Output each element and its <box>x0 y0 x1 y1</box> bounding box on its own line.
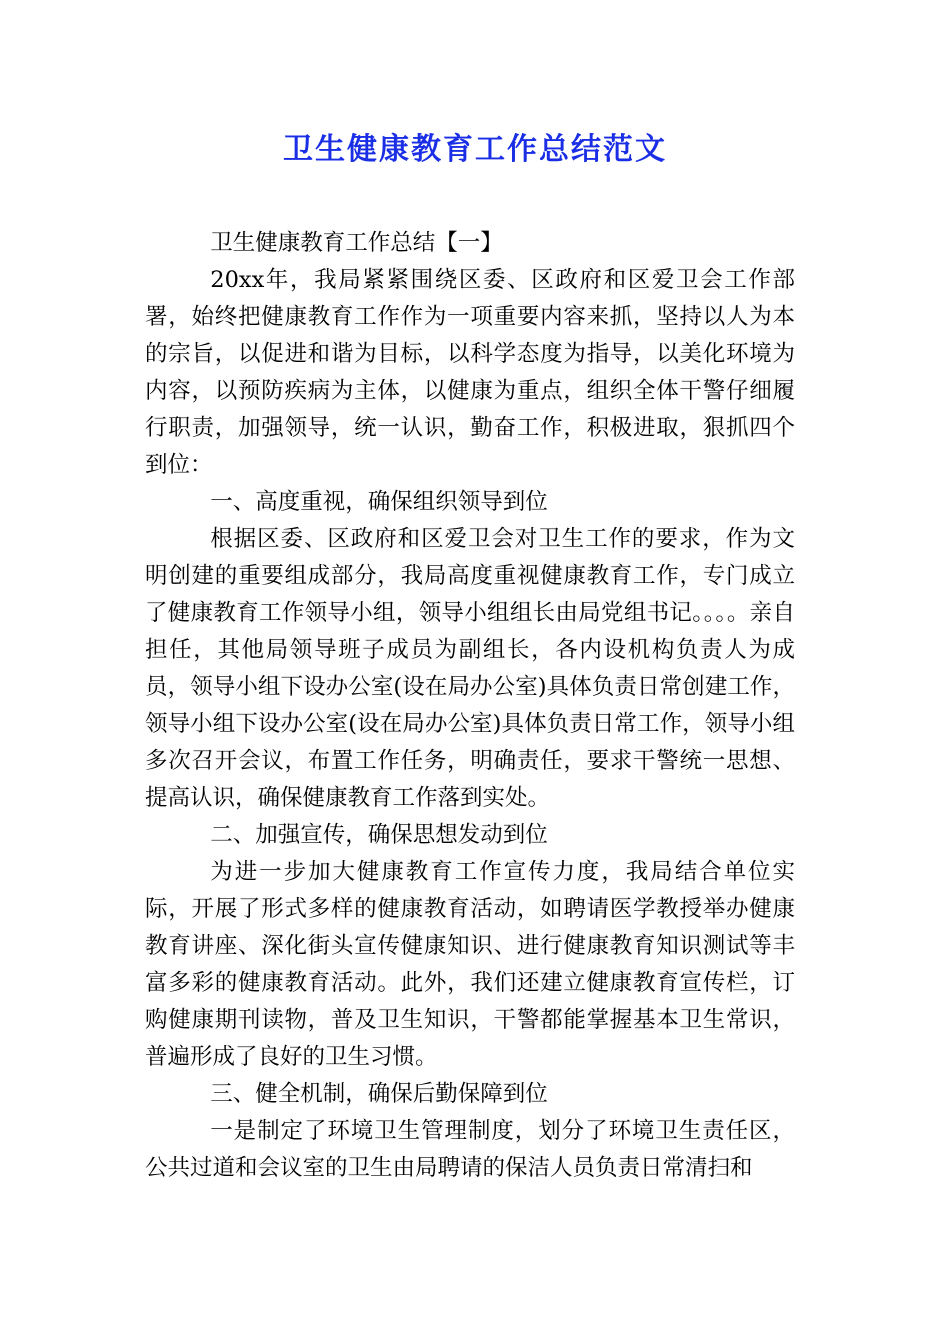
paragraph-mechanism: 一是制定了环境卫生管理制度，划分了环境卫生责任区，公共过道和会议室的卫生由局聘请的保洁人员负责日常清扫和 <box>145 1118 795 1181</box>
section-heading-two: 二、加强宣传，确保思想发动到位 <box>210 822 548 848</box>
paragraph-intro: 20xx年，我局紧紧围绕区委、区政府和区爱卫会工作部署，始终把健康教育工作作为一项重要内容来抓，坚持以人为本的宗旨，以促进和谐为目标，以科学态度为指导，以美化环境为内容，以预防疾病为主体，以健康为重点，组织全体干警仔细履行职责，加强领导，统一认识，勤奋工作，积极进取，狠抓四个到位： <box>145 267 795 478</box>
section-heading-three: 三、健全机制，确保后勤保障到位 <box>210 1081 548 1107</box>
section-heading-summary-one: 卫生健康教育工作总结【一】 <box>210 230 503 256</box>
paragraph-leadership: 根据区委、区政府和区爱卫会对卫生工作的要求，作为文明创建的重要组成部分，我局高度重视健康教育工作，专门成立了健康教育工作领导小组，领导小组组长由局党组书记。。。。亲自担任，其他局领导班子成员为副组长，各内设机构负责人为成员，领导小组下设办公室(设在局办公室)具体负责日常创建工作，领导小组下设办公室(设在局办公室)具体负责日常工作，领导小组多次召开会议，布置工作任务，明确责任，要求干警统一思想、提高认识，确保健康教育工作落到实处。 <box>145 526 795 811</box>
document-body <box>145 225 795 1187</box>
document-title: 卫生健康教育工作总结范文 <box>283 132 667 167</box>
section-heading-one: 一、高度重视，确保组织领导到位 <box>210 489 548 515</box>
paragraph-publicity: 为进一步加大健康教育工作宣传力度，我局结合单位实际，开展了形式多样的健康教育活动，如聘请医学教授举办健康教育讲座、深化街头宣传健康知识、进行健康教育知识测试等丰富多彩的健康教育活动。此外，我们还建立健康教育宣传栏，订购健康期刊读物，普及卫生知识，干警都能掌握基本卫生常识，普遍形成了良好的卫生习惯。 <box>145 859 795 1070</box>
